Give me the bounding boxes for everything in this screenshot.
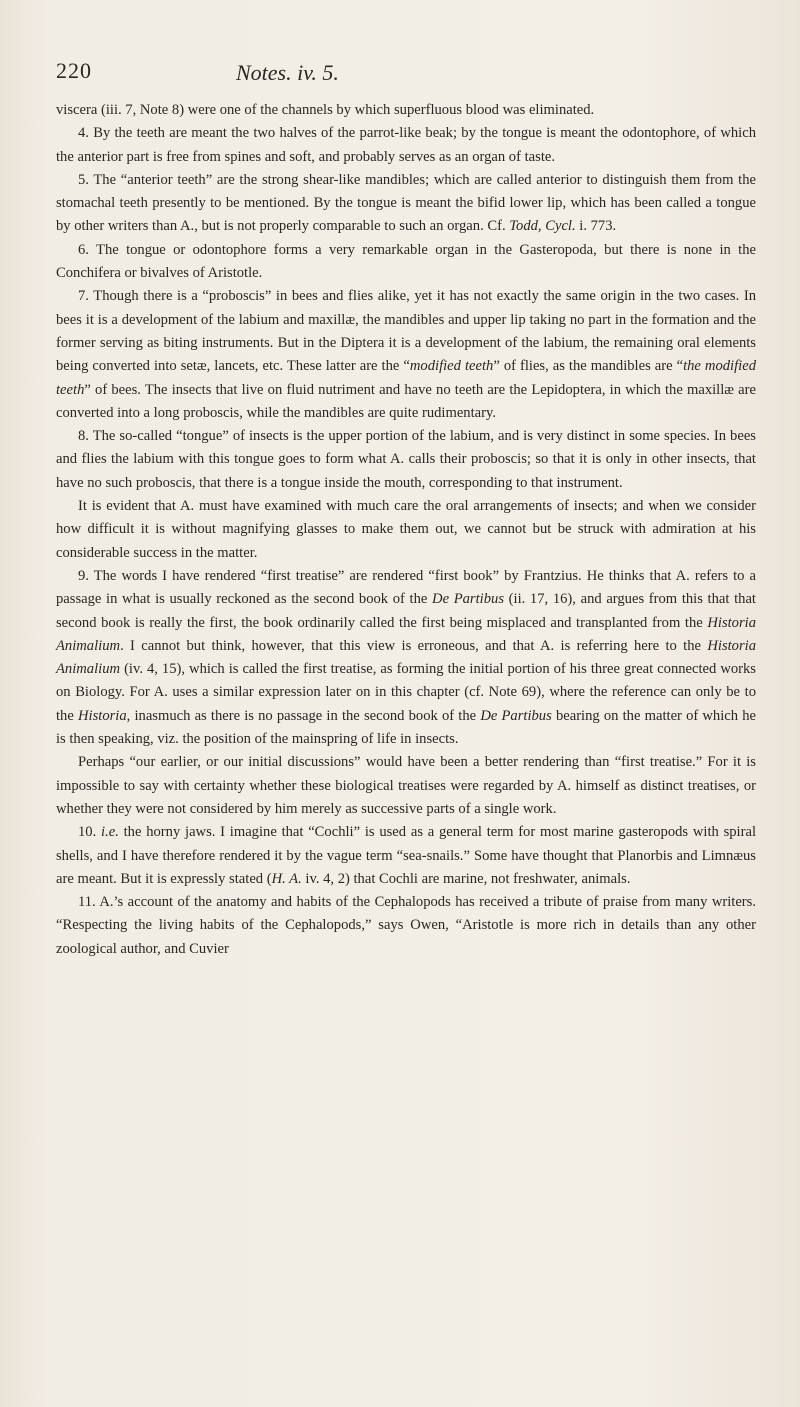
running-title: Notes. iv. 5. bbox=[236, 60, 339, 85]
italic-text: H. A. bbox=[271, 870, 302, 887]
note-paragraph bbox=[56, 495, 756, 565]
italic-text: i.e. bbox=[101, 824, 119, 841]
text-run: i. 773. bbox=[575, 218, 617, 235]
text-run: 8. The so-called “tongue” of insects is the upper portion of the labium, and is very distinct in some species. In bees and flies the labium with this tongue goes to form what A. calls their proboscis; so that it is only in other insects, that have no such proboscis, that there is a tongue inside the mouth, corresponding to that instrument. bbox=[56, 428, 756, 491]
italic-text: De Partibus bbox=[480, 707, 552, 724]
text-run: (iv. 4, 15), which is called the first treatise, as forming the initial portion of his three great connected works on Biology. For A. uses a similar expression later on in this chapter (cf. Note 69), where the reference can only be to the bbox=[56, 661, 756, 724]
note-paragraph bbox=[56, 565, 756, 751]
text-run: 4. By the teeth are meant the two halves of the parrot-like beak; by the tongue is meant the odontophore, of which the anterior part is free from spines and soft, and probably serves as an organ of taste. bbox=[56, 125, 756, 165]
text-run: 5. The “anterior teeth” are the strong shear-like mandibles; which are called anterior to distinguish them from the stomachal teeth presently to be mentioned. By the tongue is meant the bifid lower lip, which has been called a tongue by other writers than A., but is not properly comparable to such an organ. Cf. bbox=[56, 171, 756, 235]
note-paragraph bbox=[56, 425, 756, 495]
text-run: 11. A.’s account of the anatomy and habits of the Cephalopods has received a tribute of praise from many writers. “Respecting the living habits of the Cephalopods,” says Owen, “Aristotle is more rich in details than any other zoological author, and Cuvier bbox=[56, 894, 756, 957]
text-run: 9. The words I have rendered “first treatise” are rendered “first book” by Frantzius. He thinks that A. refers to a passage in what is usually reckoned as the second book of the bbox=[56, 567, 756, 608]
page-header bbox=[56, 58, 756, 90]
text-run: 6. The tongue or odontophore forms a very remarkable organ in the Gasteropoda, but there is none in the Conchifera or bivalves of Aristotle. bbox=[56, 241, 756, 282]
text-run: bearing on the matter of which he is then speaking, viz. the position of the mainspring of life in insects. bbox=[56, 707, 756, 748]
italic-text: Historia Animalium bbox=[56, 637, 756, 678]
note-paragraph bbox=[56, 99, 756, 122]
italic-text: the modified teeth bbox=[56, 358, 756, 398]
note-paragraph bbox=[56, 821, 756, 891]
text-run: the horny jaws. I imagine that “Cochli” is used as a general term for most marine gasteropods with spiral shells, and I have therefore rendered it by the vague term “sea-snails.” Some have thought that Planorbis and Limnæus are meant. But it is expressly stated ( bbox=[56, 824, 756, 887]
text-run: viscera (iii. 7, Note 8) were one of the channels by which superfluous blood was eliminated. bbox=[56, 102, 595, 118]
italic-text: Historia Animalium bbox=[56, 614, 756, 654]
italic-text: De Partibus bbox=[432, 591, 504, 608]
text-run: iv. 4, 2) that Cochli are marine, not freshwater, animals. bbox=[301, 870, 631, 887]
text-run: ” of bees. The insects that live on fluid nutriment and have no teeth are the Lepidoptera, in which the maxillæ are converted into a long proboscis, while the mandibles are quite rudimentary. bbox=[56, 381, 756, 421]
text-run: . I cannot but think, however, that this view is erroneous, and that A. is referring here to the bbox=[120, 637, 708, 654]
text-run: ” of flies, as the mandibles are “ bbox=[493, 358, 684, 375]
italic-text: Historia bbox=[78, 707, 127, 724]
text-run: It is evident that A. must have examined with much care the oral arrangements of insects; and when we consider how difficult it is without magnifying glasses to make them out, we cannot but be struck with admiration at his considerable success in the matter. bbox=[56, 498, 756, 561]
notes-body bbox=[56, 99, 756, 961]
text-run: 10. bbox=[78, 824, 102, 841]
page-number: 220 bbox=[56, 58, 92, 83]
text-run: Perhaps “our earlier, or our initial discussions” would have been a better rendering than “first treatise.” For it is impossible to say with certainty whether these biological treatises were regarded by A. himself as distinct treatises, or whether they were not considered by him merely as successive parts of a single work. bbox=[56, 754, 756, 817]
note-paragraph bbox=[56, 122, 756, 169]
note-paragraph bbox=[56, 169, 756, 239]
italic-text: Todd, Cycl. bbox=[509, 218, 576, 235]
text-run: (ii. 17, 16), and argues from this that that second book is really the first, the book ordinarily called the first being misplaced and transplanted from the bbox=[56, 591, 756, 631]
note-paragraph bbox=[56, 285, 756, 425]
note-paragraph bbox=[56, 239, 756, 286]
text-run: 7. Though there is a “proboscis” in bees and flies alike, yet it has not exactly the same origin in the two cases. In bees it is a development of the labium and maxillæ, the mandibles and upper lip taking no part in the formation and the former serving as biting instruments. But in the Diptera it is a development of the labium, the remaining oral elements being converted into setæ, lancets, etc. These latter are the “ bbox=[56, 288, 756, 375]
note-paragraph bbox=[56, 891, 756, 961]
text-run: , inasmuch as there is no passage in the second book of the bbox=[126, 707, 481, 724]
italic-text: modified teeth bbox=[409, 358, 494, 375]
note-paragraph bbox=[56, 751, 756, 821]
